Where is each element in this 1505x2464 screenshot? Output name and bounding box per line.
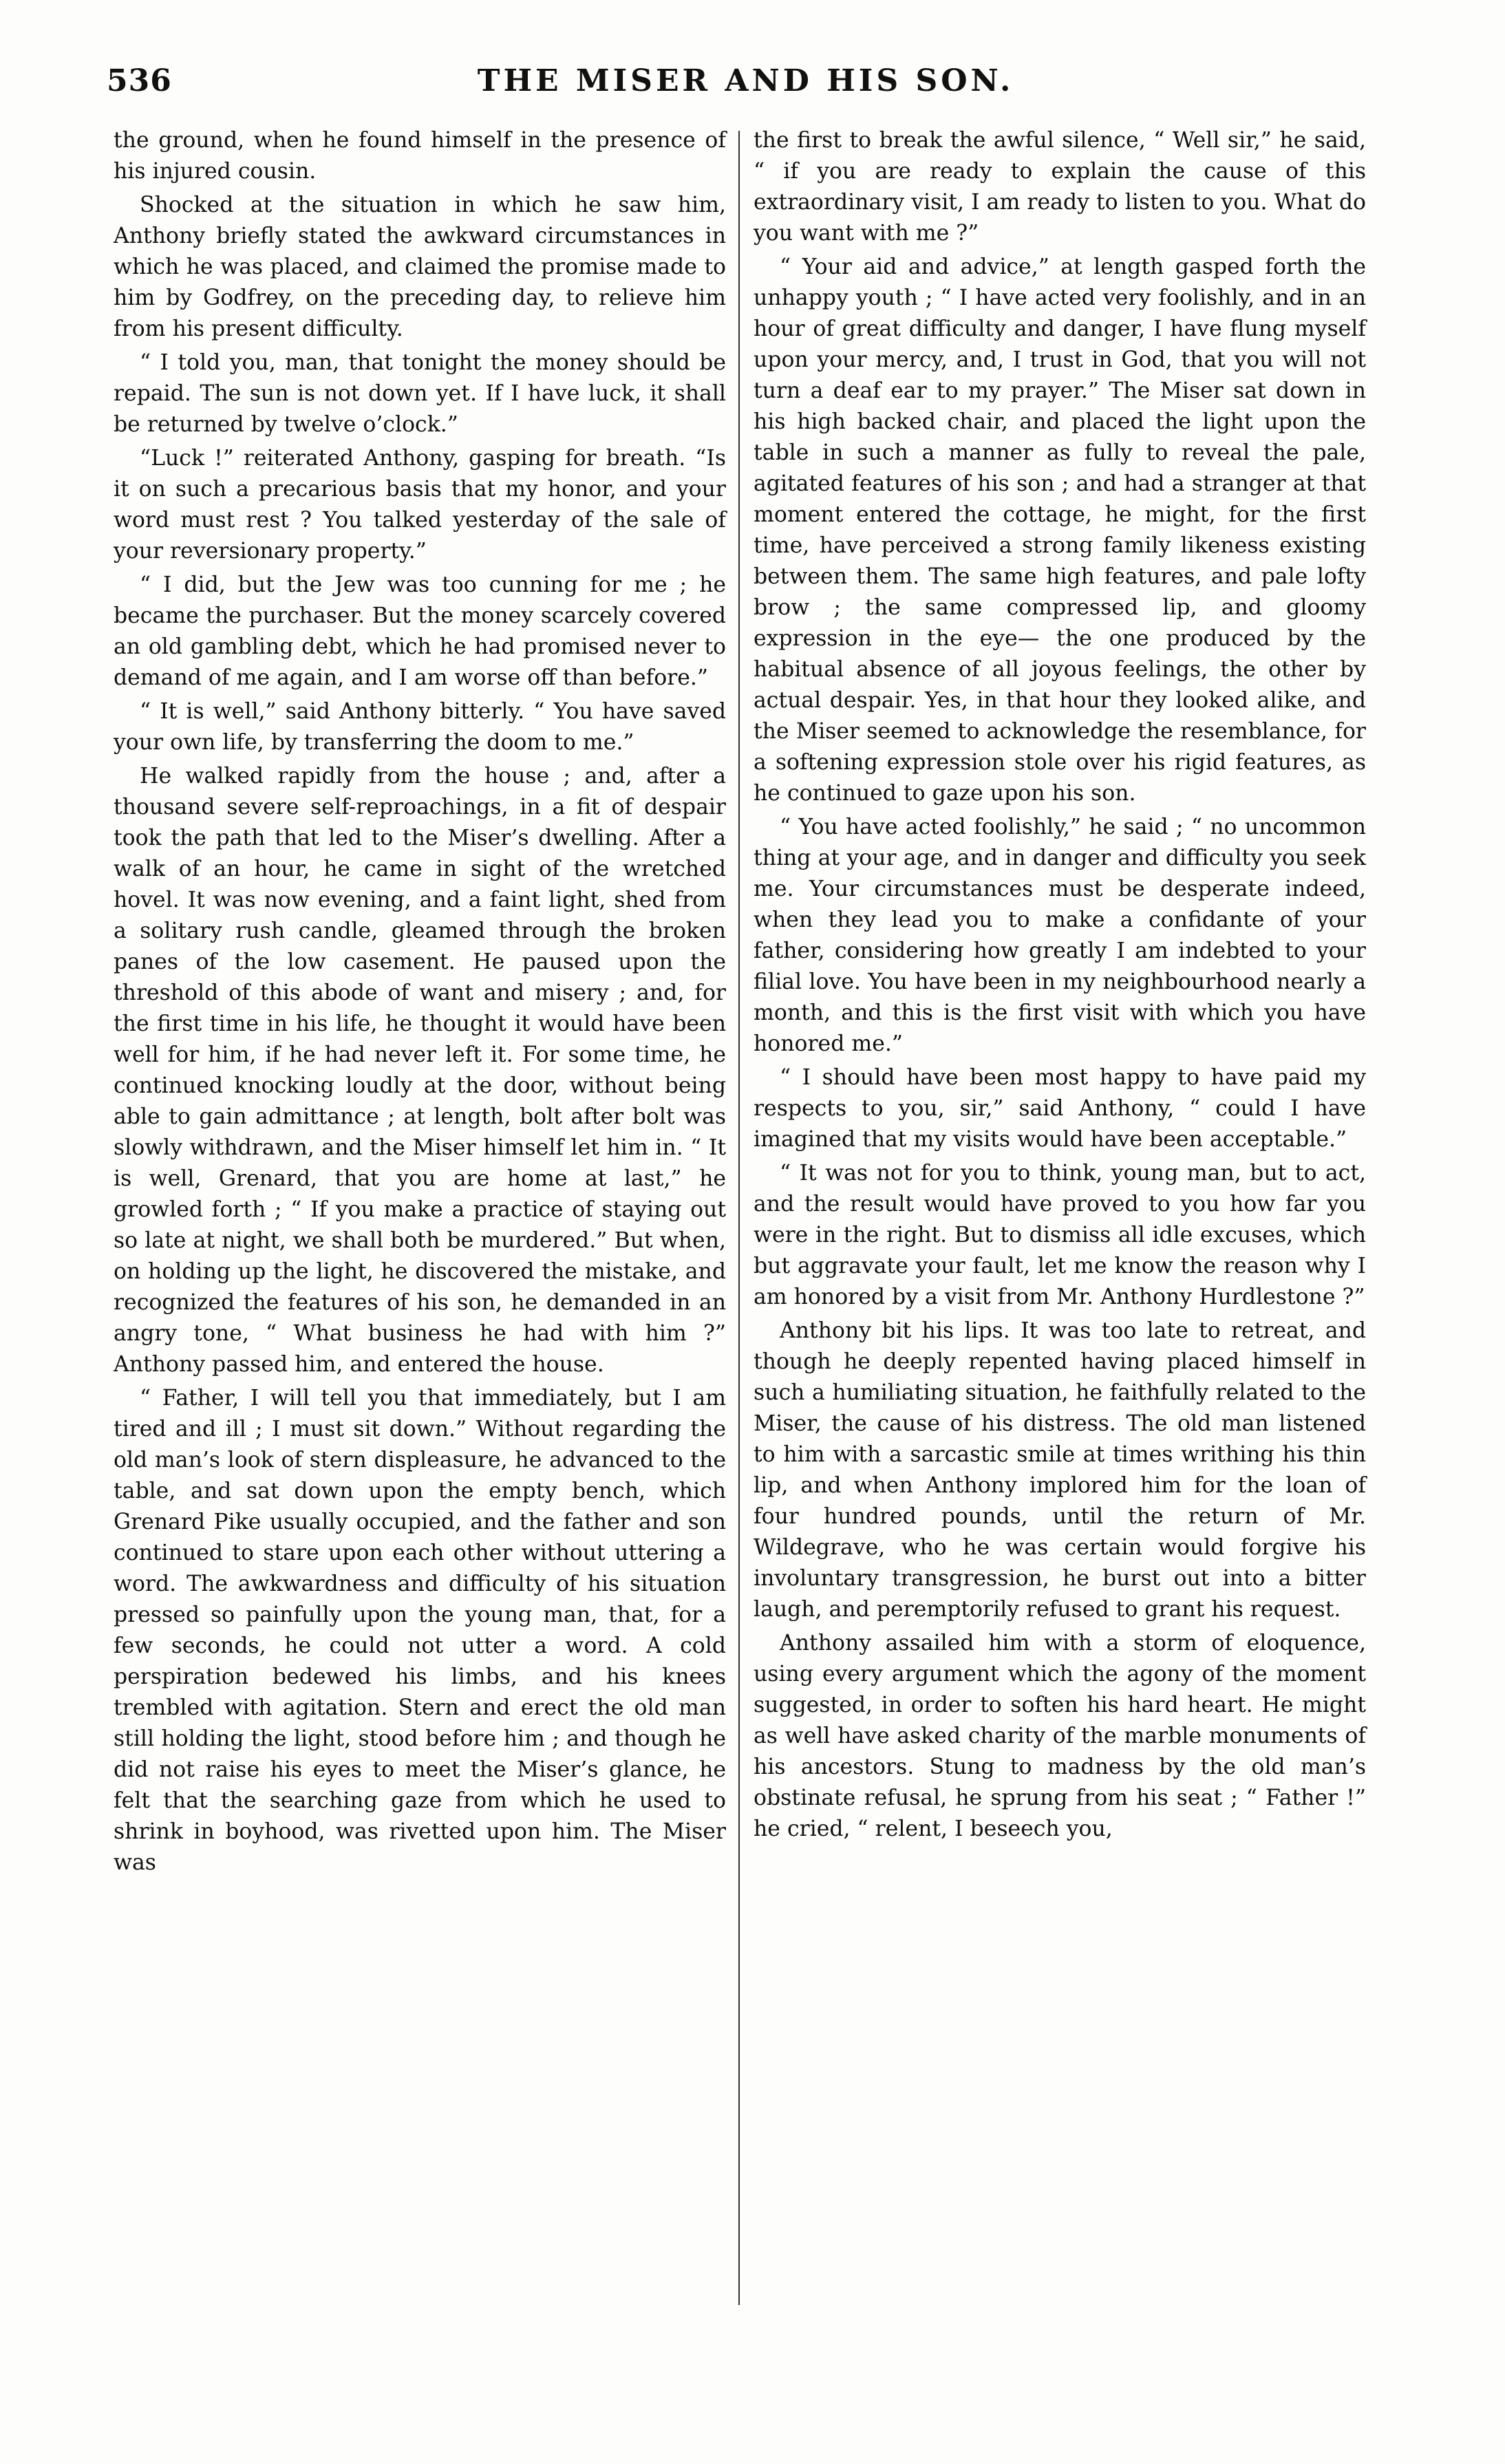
paragraph: Shocked at the situation in which he saw him, Anthony briefly stated the awkward circumstances in which he was placed, and claimed the promise made to him by Godfrey, on the preceding day, to relieve him from his present difficulty. (114, 193, 726, 341)
paragraph: “ You have acted foolishly,” he said ; “ no uncommon thing at your age, and in danger and difficulty you seek me. Your circumstances must be desperate indeed, when they lead you to make a confidante of your father, considering how greatly I am indebted to your filial love. You have been in my neighbourhood nearly a month, and this is the first visit with which you have honored me.” (754, 815, 1366, 1056)
paragraph: “ It is well,” said Anthony bitterly. “ You have saved your own life, by transferring the doom to me.” (114, 699, 726, 755)
page-header (103, 63, 1388, 111)
paragraph: “Luck !” reiterated Anthony, gasping for breath. “Is it on such a precarious basis that my honor, and your word must rest ? You talked yesterday of the sale of your reversionary property.” (114, 446, 726, 564)
paragraph: “ I did, but the Jew was too cunning for me ; he became the purchaser. But the money scarcely covered an old gambling debt, which he had promised never to demand of me again, and I am worse off than before.” (114, 572, 726, 690)
paragraph: “ I told you, man, that tonight the money should be repaid. The sun is not down yet. If I have luck, it shall be returned by twelve o’clock.” (114, 350, 726, 437)
left-column (114, 125, 726, 1881)
paragraph: “ It was not for you to think, young man, but to act, and the result would have proved to you how far you were in the right. But to dismiss all idle excuses, which but aggravate your fault, let me know the reason why I am honored by a visit from Mr. Anthony Hurdlestone ?” (754, 1161, 1366, 1309)
paragraph: Anthony assailed him with a storm of eloquence, using every argument which the agony of the moment suggested, in order to soften his hard heart. He might as well have asked charity of the marble monuments of his ancestors. Stung to madness by the old man’s obstinate refusal, he sprung from his seat ; “ Father !” he cried, “ relent, I beseech you, (754, 1631, 1366, 1841)
column-divider (738, 131, 740, 2305)
page-number: 536 (107, 63, 172, 98)
paragraph: “ I should have been most happy to have paid my respects to you, sir,” said Anthony, “ could I have imagined that my visits would have been acceptable.” (754, 1065, 1366, 1152)
paragraph: “ Your aid and advice,” at length gasped forth the unhappy youth ; “ I have acted very foolishly, and in an hour of great difficulty and danger, I have flung myself upon your mercy, and, I trust in God, that you will not turn a deaf ear to my prayer.” The Miser sat down in his high backed chair, and placed the light upon the table in such a manner as fully to reveal the pale, agitated features of his son ; and had a stranger at that moment entered the cottage, he might, for the first time, have perceived a strong family likeness existing between them. The same high features, and pale lofty brow ; the same compressed lip, and gloomy expression in the eye— the one produced by the habitual absence of all joyous feelings, the other by actual despair. Yes, in that hour they looked alike, and the Miser seemed to acknowledge the resemblance, for a softening expression stole over his rigid features, as he continued to gaze upon his son. (754, 255, 1366, 806)
right-column (754, 125, 1366, 1847)
paragraph: He walked rapidly from the house ; and, after a thousand severe self-reproachings, in a fit of despair took the path that led to the Miser’s dwelling. After a walk of an hour, he came in sight of the wretched hovel. It was now evening, and a faint light, shed from a solitary rush candle, gleamed through the broken panes of the low casement. He paused upon the threshold of this abode of want and misery ; and, for the first time in his life, he thought it would have been well for him, if he had never left it. For some time, he continued knocking loudly at the door, without being able to gain admittance ; at length, bolt after bolt was slowly withdrawn, and the Miser himself let him in. “ It is well, Grenard, that you are home at last,” he growled forth ; “ If you make a practice of staying out so late at night, we shall both be murdered.” But when, on holding up the light, he discovered the mistake, and recognized the features of his son, he demanded in an angry tone, “ What business he had with him ?” Anthony passed him, and entered the house. (114, 764, 726, 1377)
paragraph: “ Father, I will tell you that immediately, but I am tired and ill ; I must sit down.” Without regarding the old man’s look of stern displeasure, he advanced to the table, and sat down upon the empty bench, which Grenard Pike usually occupied, and the father and son continued to stare upon each other without uttering a word. The awkwardness and difficulty of his situation pressed so painfully upon the young man, that, for a few seconds, he could not utter a word. A cold perspiration bedewed his limbs, and his knees trembled with agitation. Stern and erect the old man still holding the light, stood before him ; and though he did not raise his eyes to meet the Miser’s glance, he felt that the searching gaze from which he used to shrink in boyhood, was rivetted upon him. The Miser was (114, 1386, 726, 1875)
paragraph: Anthony bit his lips. It was too late to retreat, and though he deeply repented having placed himself in such a humiliating situation, he faithfully related to the Miser, the cause of his distress. The old man listened to him with a sarcastic smile at times writhing his thin lip, and when Anthony implored him for the loan of four hundred pounds, until the return of Mr. Wildegrave, who he was certain would forgive his involuntary transgression, he burst out into a bitter laugh, and peremptorily refused to grant his request. (754, 1318, 1366, 1622)
paragraph: the ground, when he found himself in the presence of his injured cousin. (114, 128, 726, 184)
running-title: THE MISER AND HIS SON. (477, 63, 1014, 98)
paragraph: the first to break the awful silence, “ Well sir,” he said, “ if you are ready to explain the cause of this extraordinary visit, I am ready to listen to you. What do you want with me ?” (754, 128, 1366, 246)
